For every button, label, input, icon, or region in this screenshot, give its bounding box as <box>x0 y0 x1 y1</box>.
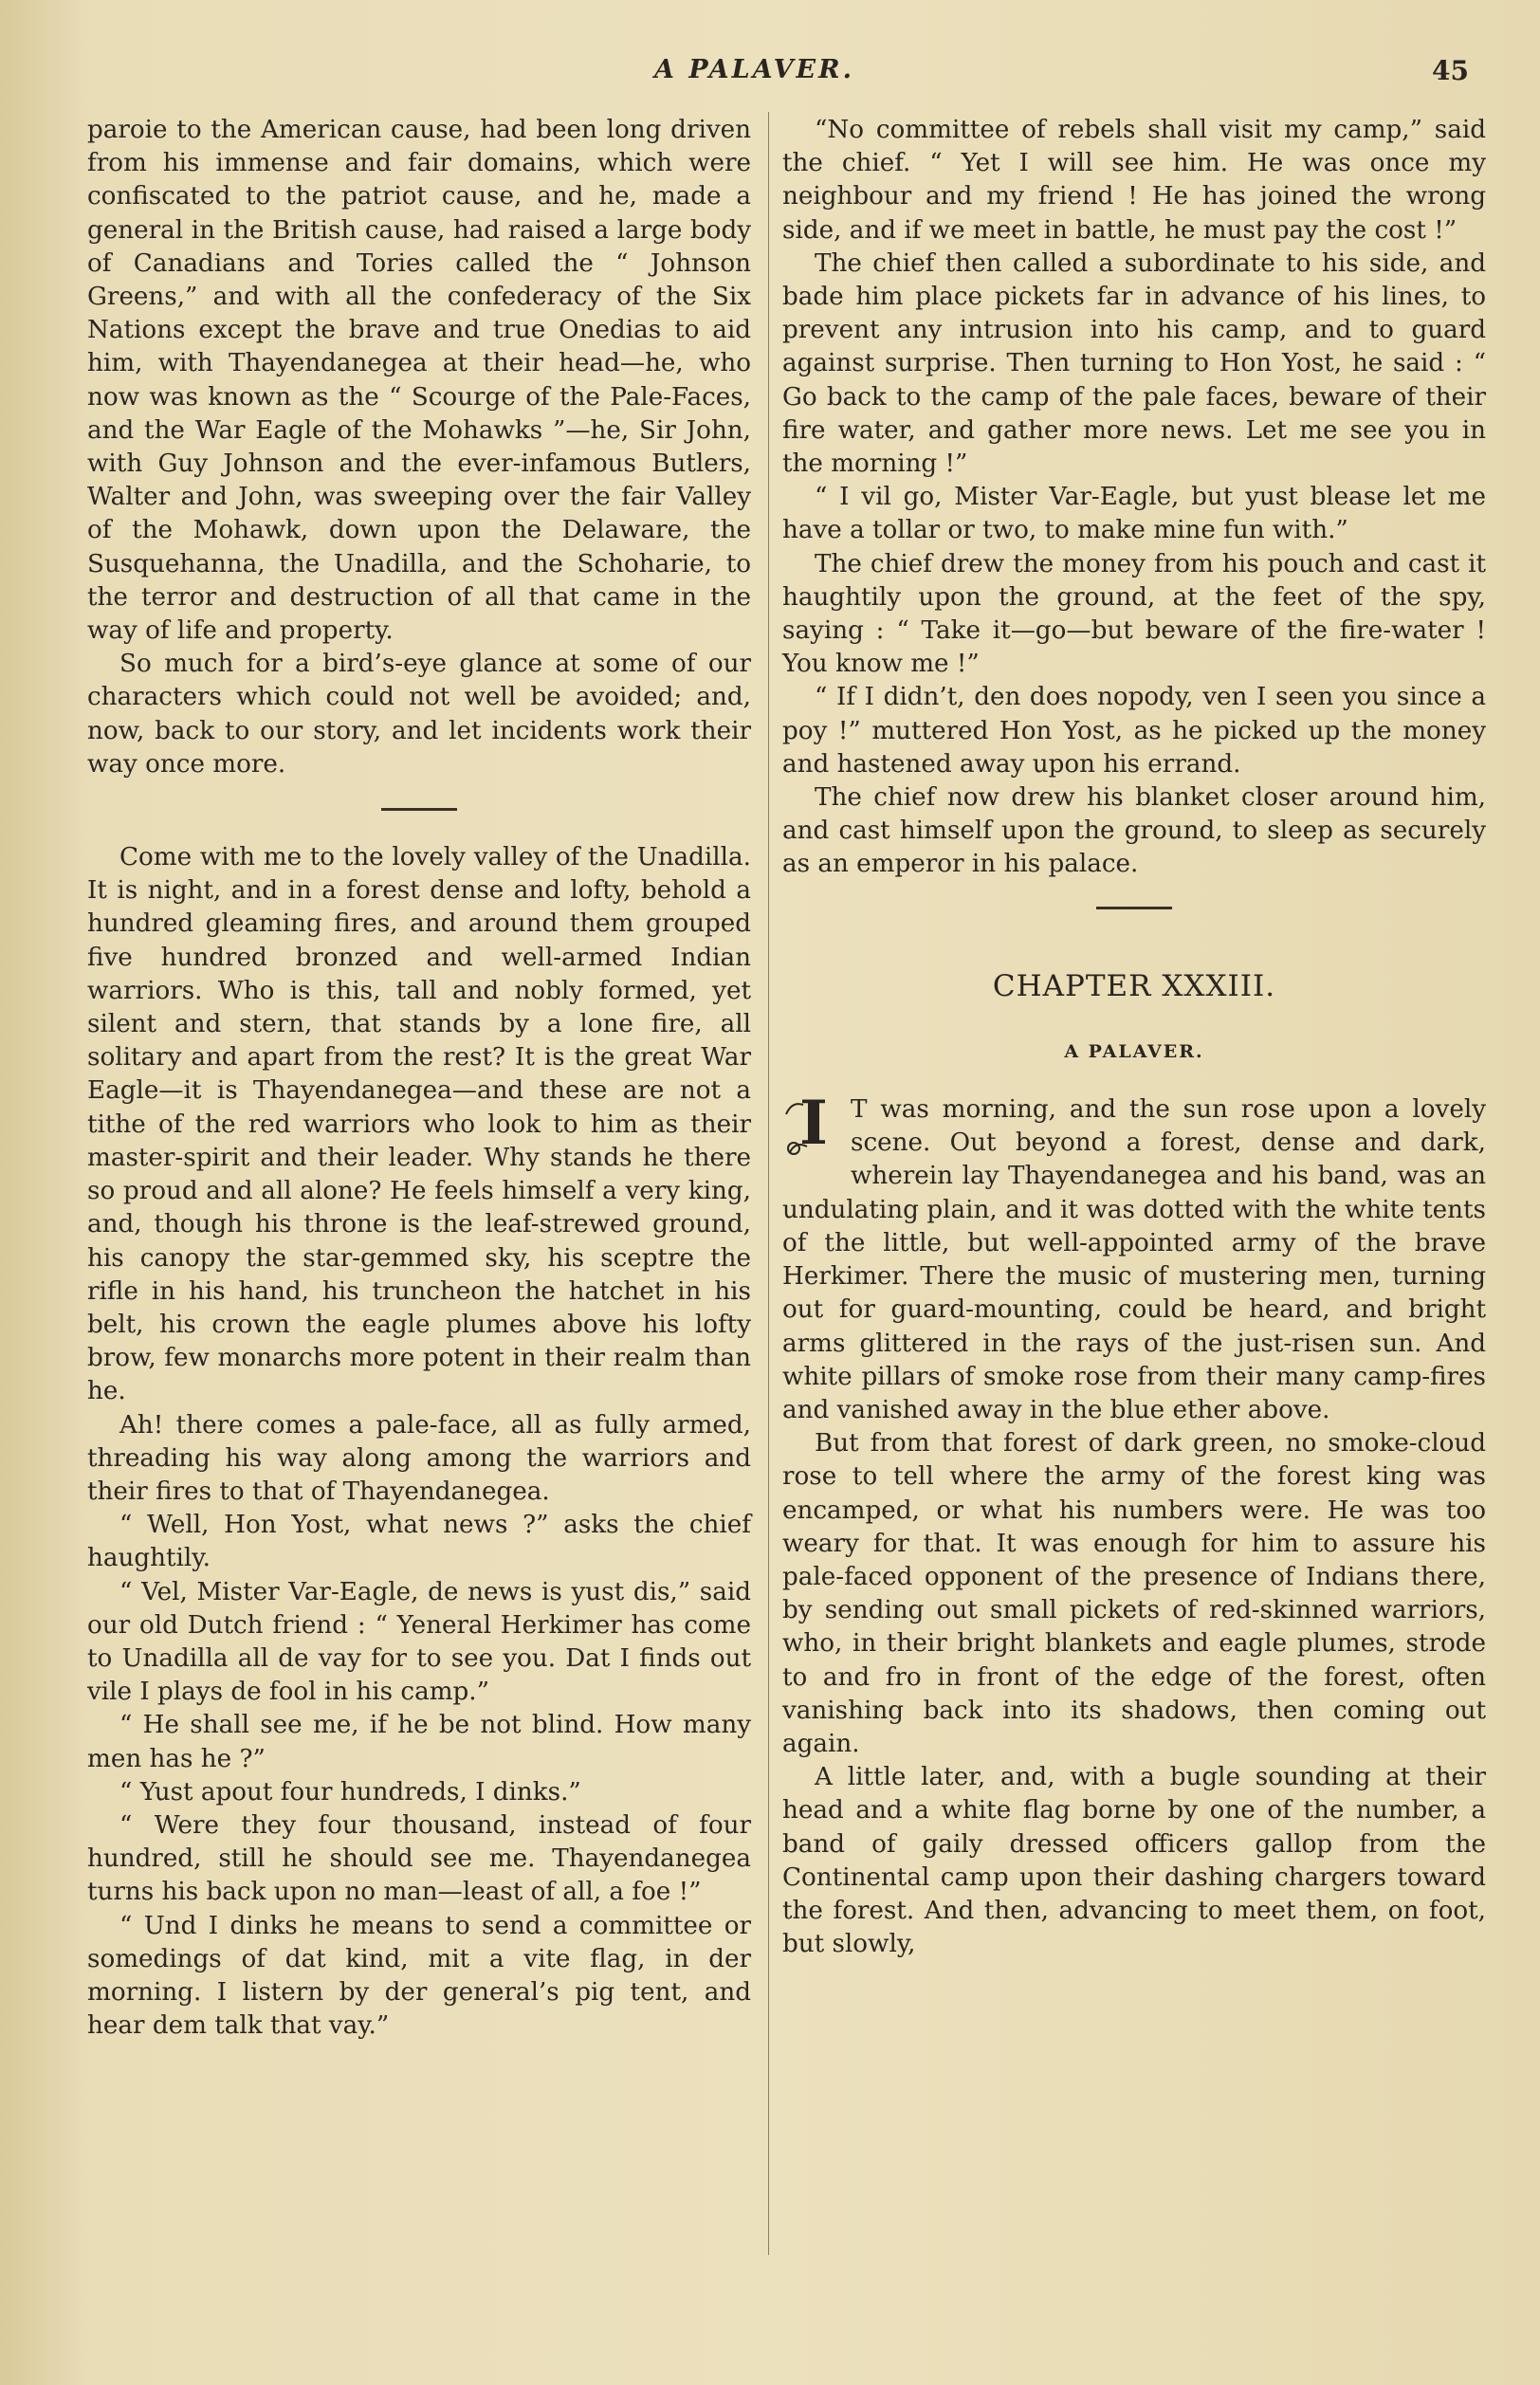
paragraph: “ If I didn’t, den does nopody, ven I seen you since a poy !” muttered Hon Yost, as he picked up the money and hastened away upon his errand. <box>782 683 1486 779</box>
right-column <box>782 114 1486 1961</box>
section-rule <box>381 808 457 811</box>
paragraph: “ Und I dinks he means to send a committee or somedings of dat kind, mit a vite flag, in der morning. I listern by der general’s pig tent, and hear dem talk that vay.” <box>87 1911 751 2041</box>
paragraph: But from that forest of dark green, no smoke-cloud rose to tell where the army of the forest king was encamped, or what his numbers were. He was too weary for that. It was enough for him to assure his pale-faced opponent of the presence of Indians there, by sending out small pickets of red-skinned warriors, who, in their bright blankets and eagle plumes, strode to and fro in front of the edge of the forest, often vanishing back into its shadows, then coming out again. <box>782 1429 1486 1758</box>
paragraph: “ He shall see me, if he be not blind. How many men has he ?” <box>87 1711 751 1773</box>
paragraph: “ Well, Hon Yost, what news ?” asks the chief haughtily. <box>87 1511 751 1573</box>
paragraph: “ Vel, Mister Var-Eagle, de news is yust dis,” said our old Dutch friend : “ Yeneral Herkimer has come to Unadilla all de vay for to see you. Dat I finds out vile I plays de fool in his camp.” <box>87 1577 751 1707</box>
paragraph: Ah! there comes a pale-face, all as fully armed, threading his way along among the warriors and their fires to that of Thayendanegea. <box>87 1410 751 1506</box>
drop-cap-letter: I <box>799 1088 828 1160</box>
paragraph: T was morning, and the sun rose upon a lovely scene. Out beyond a forest, dense and dark, wherein lay Thayendanegea and his band, was an undulating plain, and it was dotted with the white tents of the little, but well-appointed army of the brave Herkimer. There the music of mustering men, turning out for guard-mounting, could be heard, and bright arms glittered in the rays of the just-risen sun. And white pillars of smoke rose from their many camp-fires and vanished away in the blue ether above. <box>782 1095 1486 1424</box>
chapter-opening <box>782 1088 1486 1427</box>
left-column <box>87 114 751 2043</box>
paragraph: paroie to the American cause, had been long driven from his immense and fair domains, which were confiscated to the patriot cause, and he, made a general in the British cause, had raised a large body of Canadians and Tories called the “ Johnson Greens,” and with all the confederacy of the Six Nations except the brave and true Onedias to aid him, with Thayendanegea at their head—he, who now was known as the “ Scourge of the Pale-Faces, and the War Eagle of the Mohawks ”—he, Sir John, with Guy Johnson and the ever-infamous Butlers, Walter and John, was sweeping over the fair Valley of the Mohawk, down upon the Delaware, the Susquehanna, the Unadilla, and the Schoharie, to the terror and destruction of all that came in the way of life and property. <box>87 116 751 646</box>
paragraph: “ I vil go, Mister Var-Eagle, but yust blease let me have a tollar or two, to make mine fun with.” <box>782 483 1486 545</box>
paragraph: The chief then called a subordinate to his side, and bade him place pickets far in advance of his lines, to prevent any intrusion into his camp, and to guard against surprise. Then turning to Hon Yost, he said : “ Go back to the camp of the pale faces, beware of their fire water, and gather more news. Let me see you in the morning !” <box>782 248 1486 479</box>
paragraph: A little later, and, with a bugle sounding at their head and a white flag borne by one of the number, a band of gaily dressed officers gallop from the Continental camp upon their dashing chargers toward the forest. And then, advancing to meet them, on foot, but slowly, <box>782 1763 1486 1959</box>
paragraph: “No committee of rebels shall visit my camp,” said the chief. “ Yet I will see him. He was once my neighbour and my friend ! He has joined the wrong side, and if we meet in battle, he must pay the cost !” <box>782 116 1486 245</box>
paragraph: The chief drew the money from his pouch and cast it haughtily upon the ground, at the feet of the spy, saying : “ Take it—go—but beware of the fire-water ! You know me !” <box>782 549 1486 679</box>
paragraph: So much for a bird’s-eye glance at some of our characters which could not well be avoided; and, now, back to our story, and let incidents work their way once more. <box>87 650 751 779</box>
paragraph: “ Yust apout four hundreds, I dinks.” <box>119 1777 581 1807</box>
running-head <box>0 55 1540 93</box>
running-title: A PALAVER. <box>654 55 854 84</box>
paragraph: “ Were they four thousand, instead of four hundred, still he should see me. Thayendanegea turns his back upon no man—least of all, a foe !” <box>87 1810 751 1907</box>
page-number: 45 <box>1432 55 1469 86</box>
chapter-subtitle: A PALAVER. <box>1064 1040 1204 1062</box>
drop-cap <box>782 1088 841 1162</box>
paragraph: The chief now drew his blanket closer around him, and cast himself upon the ground, to sleep as securely as an emperor in his palace. <box>782 783 1486 879</box>
section-rule <box>1096 907 1172 909</box>
chapter-title: CHAPTER XXXIII. <box>992 968 1276 1003</box>
paragraph: Come with me to the lovely valley of the Unadilla. It is night, and in a forest dense and lofty, behold a hundred gleaming fires, and around them grouped five hundred bronzed and well-armed Indian warriors. Who is this, tall and nobly formed, yet silent and stern, that stands by a lone fire, all solitary and apart from the rest? It is the great War Eagle—it is Thayendanegea—and these are not a tithe of the red warriors who look to him as their master-spirit and their leader. Why stands he there so proud and all alone? He feels himself a very king, and, though his throne is the leaf-strewed ground, his canopy the star-gemmed sky, his sceptre the rifle in his hand, his truncheon the hatchet in his belt, his crown the eagle plumes above his lofty brow, few monarchs more potent in their realm than he. <box>87 843 751 1406</box>
column-divider <box>768 112 769 2255</box>
